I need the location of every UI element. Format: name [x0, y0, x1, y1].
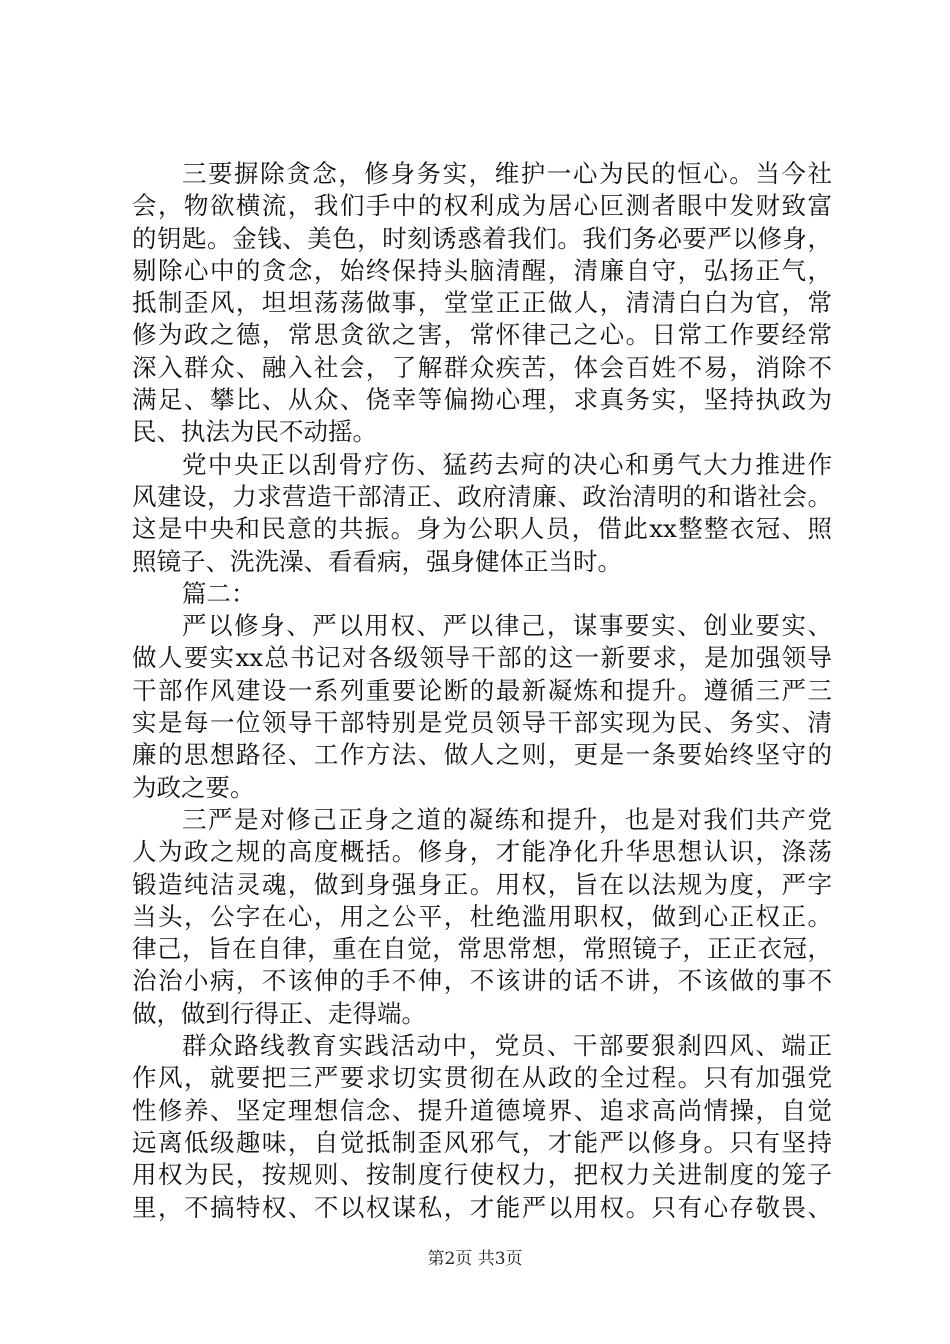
- paragraph-line: 修为政之德，常思贪欲之害，常怀律己之心。日常工作要经常: [132, 320, 832, 350]
- paragraph-line: 的钥匙。金钱、美色，时刻诱惑着我们。我们务必要严以修身，: [132, 223, 832, 253]
- paragraph-line: 作风，就要把三严要求切实贯彻在从政的全过程。只有加强党: [132, 1063, 832, 1093]
- paragraph-line: 当头，公字在心，用之公平，杜绝滥用职权，做到心正权正。: [132, 901, 832, 931]
- paragraph-line: 治治小病，不该伸的手不伸，不该讲的话不讲，不该做的事不: [132, 966, 832, 996]
- paragraph-line: 剔除心中的贪念，始终保持头脑清醒，清廉自守，弘扬正气，: [132, 255, 832, 285]
- paragraph-line: 深入群众、融入社会，了解群众疾苦，体会百姓不易，消除不: [132, 352, 832, 382]
- paragraph-line: 远离低级趣味，自觉抵制歪风邪气，才能严以修身。只有坚持: [132, 1127, 832, 1157]
- section-heading: 篇二：: [182, 578, 256, 608]
- paragraph-line: 干部作风建设一系列重要论断的最新凝炼和提升。遵循三严三: [132, 675, 832, 705]
- paragraph-line: 人为政之规的高度概括。修身，才能净化升华思想认识，涤荡: [132, 837, 832, 867]
- paragraph-line: 群众路线教育实践活动中，党员、干部要狠刹四风、端正: [182, 1031, 832, 1061]
- paragraph-line: 里，不搞特权、不以权谋私，才能严以用权。只有心存敬畏、: [132, 1192, 832, 1222]
- paragraph-line: 性修养、坚定理想信念、提升道德境界、追求高尚情操，自觉: [132, 1095, 832, 1125]
- paragraph-line: 风建设，力求营造干部清正、政府清廉、政治清明的和谐社会。: [132, 481, 832, 511]
- paragraph-line: 满足、攀比、从众、侥幸等偏拗心理，求真务实，坚持执政为: [132, 385, 832, 415]
- paragraph-line: 严以修身、严以用权、严以律己，谋事要实、创业要实、: [182, 611, 832, 641]
- paragraph-line: 律己，旨在自律，重在自觉，常思常想，常照镜子，正正衣冠，: [132, 934, 832, 964]
- paragraph-line: 照镜子、洗洗澡、看看病，强身健体正当时。: [132, 546, 622, 576]
- document-body: [132, 158, 832, 1224]
- paragraph-line: 做，做到行得正、走得端。: [132, 998, 426, 1028]
- paragraph-line: 这是中央和民意的共振。身为公职人员，借此xx整整衣冠、照: [132, 514, 832, 544]
- paragraph-line: 抵制歪风，坦坦荡荡做事，堂堂正正做人，清清白白为官，常: [132, 288, 832, 318]
- page-number-footer: 第2页 共3页: [427, 1249, 523, 1269]
- paragraph-line: 锻造纯洁灵魂，做到身强身正。用权，旨在以法规为度，严字: [132, 869, 832, 899]
- paragraph-line: 廉的思想路径、工作方法、做人之则，更是一条要始终坚守的: [132, 740, 832, 770]
- paragraph-line: 三严是对修己正身之道的凝练和提升，也是对我们共产党: [182, 804, 832, 834]
- paragraph-line: 党中央正以刮骨疗伤、猛药去疴的决心和勇气大力推进作: [182, 449, 832, 479]
- paragraph-line: 实是每一位领导干部特别是党员领导干部实现为民、务实、清: [132, 708, 832, 738]
- paragraph-line: 会，物欲横流，我们手中的权利成为居心叵测者眼中发财致富: [132, 191, 832, 221]
- paragraph-line: 为政之要。: [132, 772, 255, 802]
- paragraph-line: 民、执法为民不动摇。: [132, 417, 377, 447]
- paragraph-line: 做人要实xx总书记对各级领导干部的这一新要求，是加强领导: [132, 643, 832, 673]
- paragraph-line: 三要摒除贪念，修身务实，维护一心为民的恒心。当今社: [182, 159, 832, 188]
- paragraph-line: 用权为民，按规则、按制度行使权力，把权力关进制度的笼子: [132, 1160, 832, 1190]
